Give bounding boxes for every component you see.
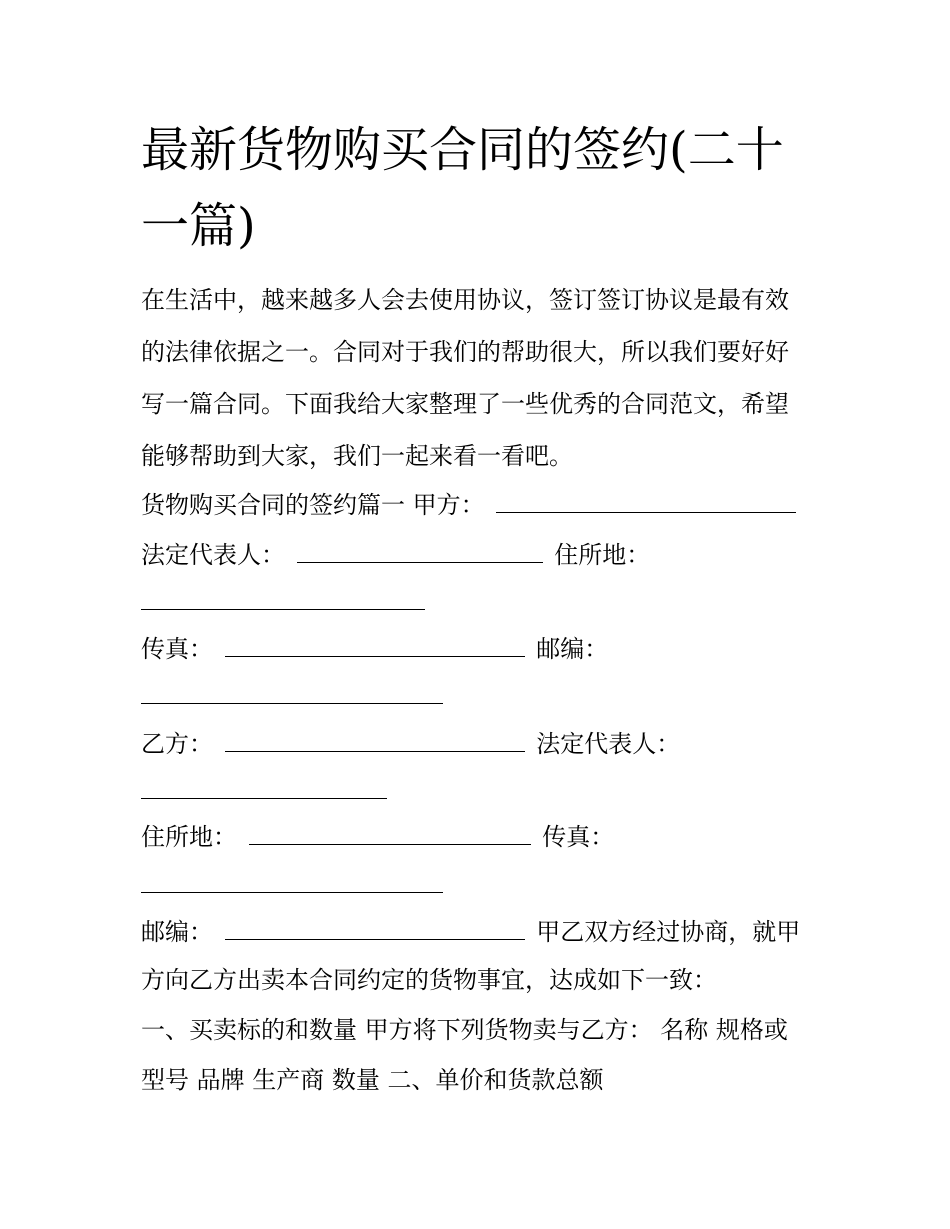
postcode-label-b: 邮编： [141,918,213,946]
residence-b-row [141,813,614,861]
postcode-b-row [141,908,800,956]
residence-blank-row [141,578,429,626]
fax-b-blank-row [141,861,447,909]
legal-rep-b-blank-row [141,767,391,815]
party-a-label: 甲方： [412,491,485,519]
postcode-blank-row [141,672,447,720]
title-line-2: 一篇) [141,198,256,254]
intro-line-1: 在生活中，越来越多人会去使用协议，签订签订协议是最有效 [141,286,789,314]
postcode-b-blank [225,911,525,940]
party-a-row [141,481,800,529]
residence-label-b: 住所地： [141,823,237,851]
fax-label-b: 传真： [542,823,615,851]
clause-1-line-2: 型号 品牌 生产商 数量 二、单价和货款总额 [141,1066,604,1094]
agreement-line-2: 方向乙方出卖本合同约定的货物事宜，达成如下一致： [141,966,717,994]
legal-rep-label: 法定代表人： [141,541,285,569]
legal-rep-row [141,531,650,579]
fax-row [141,625,608,673]
postcode-blank [141,675,443,704]
intro-line-3: 写一篇合同。下面我给大家整理了一些优秀的合同范文，希望 [141,390,789,418]
residence-label: 住所地： [554,541,651,569]
residence-blank [141,581,425,610]
party-b-row [141,720,680,768]
postcode-label: 邮编： [536,635,609,663]
fax-b-blank [141,864,443,893]
residence-b-blank [249,816,531,845]
party-b-blank [225,723,525,752]
section-heading: 货物购买合同的签约篇一 [141,491,405,519]
agreement-text-1: 甲乙双方经过协商，就甲 [536,918,801,946]
legal-rep-label-b: 法定代表人： [536,730,681,758]
party-b-label: 乙方： [141,730,213,758]
fax-blank [225,628,525,657]
fax-label: 传真： [141,635,213,663]
legal-rep-b-blank [141,770,387,799]
party-a-blank [496,484,796,513]
intro-line-4: 能够帮助到大家，我们一起来看一看吧。 [141,442,573,470]
intro-line-2: 的法律依据之一。合同对于我们的帮助很大，所以我们要好好 [141,338,789,366]
title-line-1: 最新货物购买合同的签约(二十 [141,122,784,178]
document-title [141,112,821,264]
legal-rep-blank [297,534,543,563]
clause-1-line-1: 一、买卖标的和数量 甲方将下列货物卖与乙方： 名称 规格或 [141,1016,788,1044]
